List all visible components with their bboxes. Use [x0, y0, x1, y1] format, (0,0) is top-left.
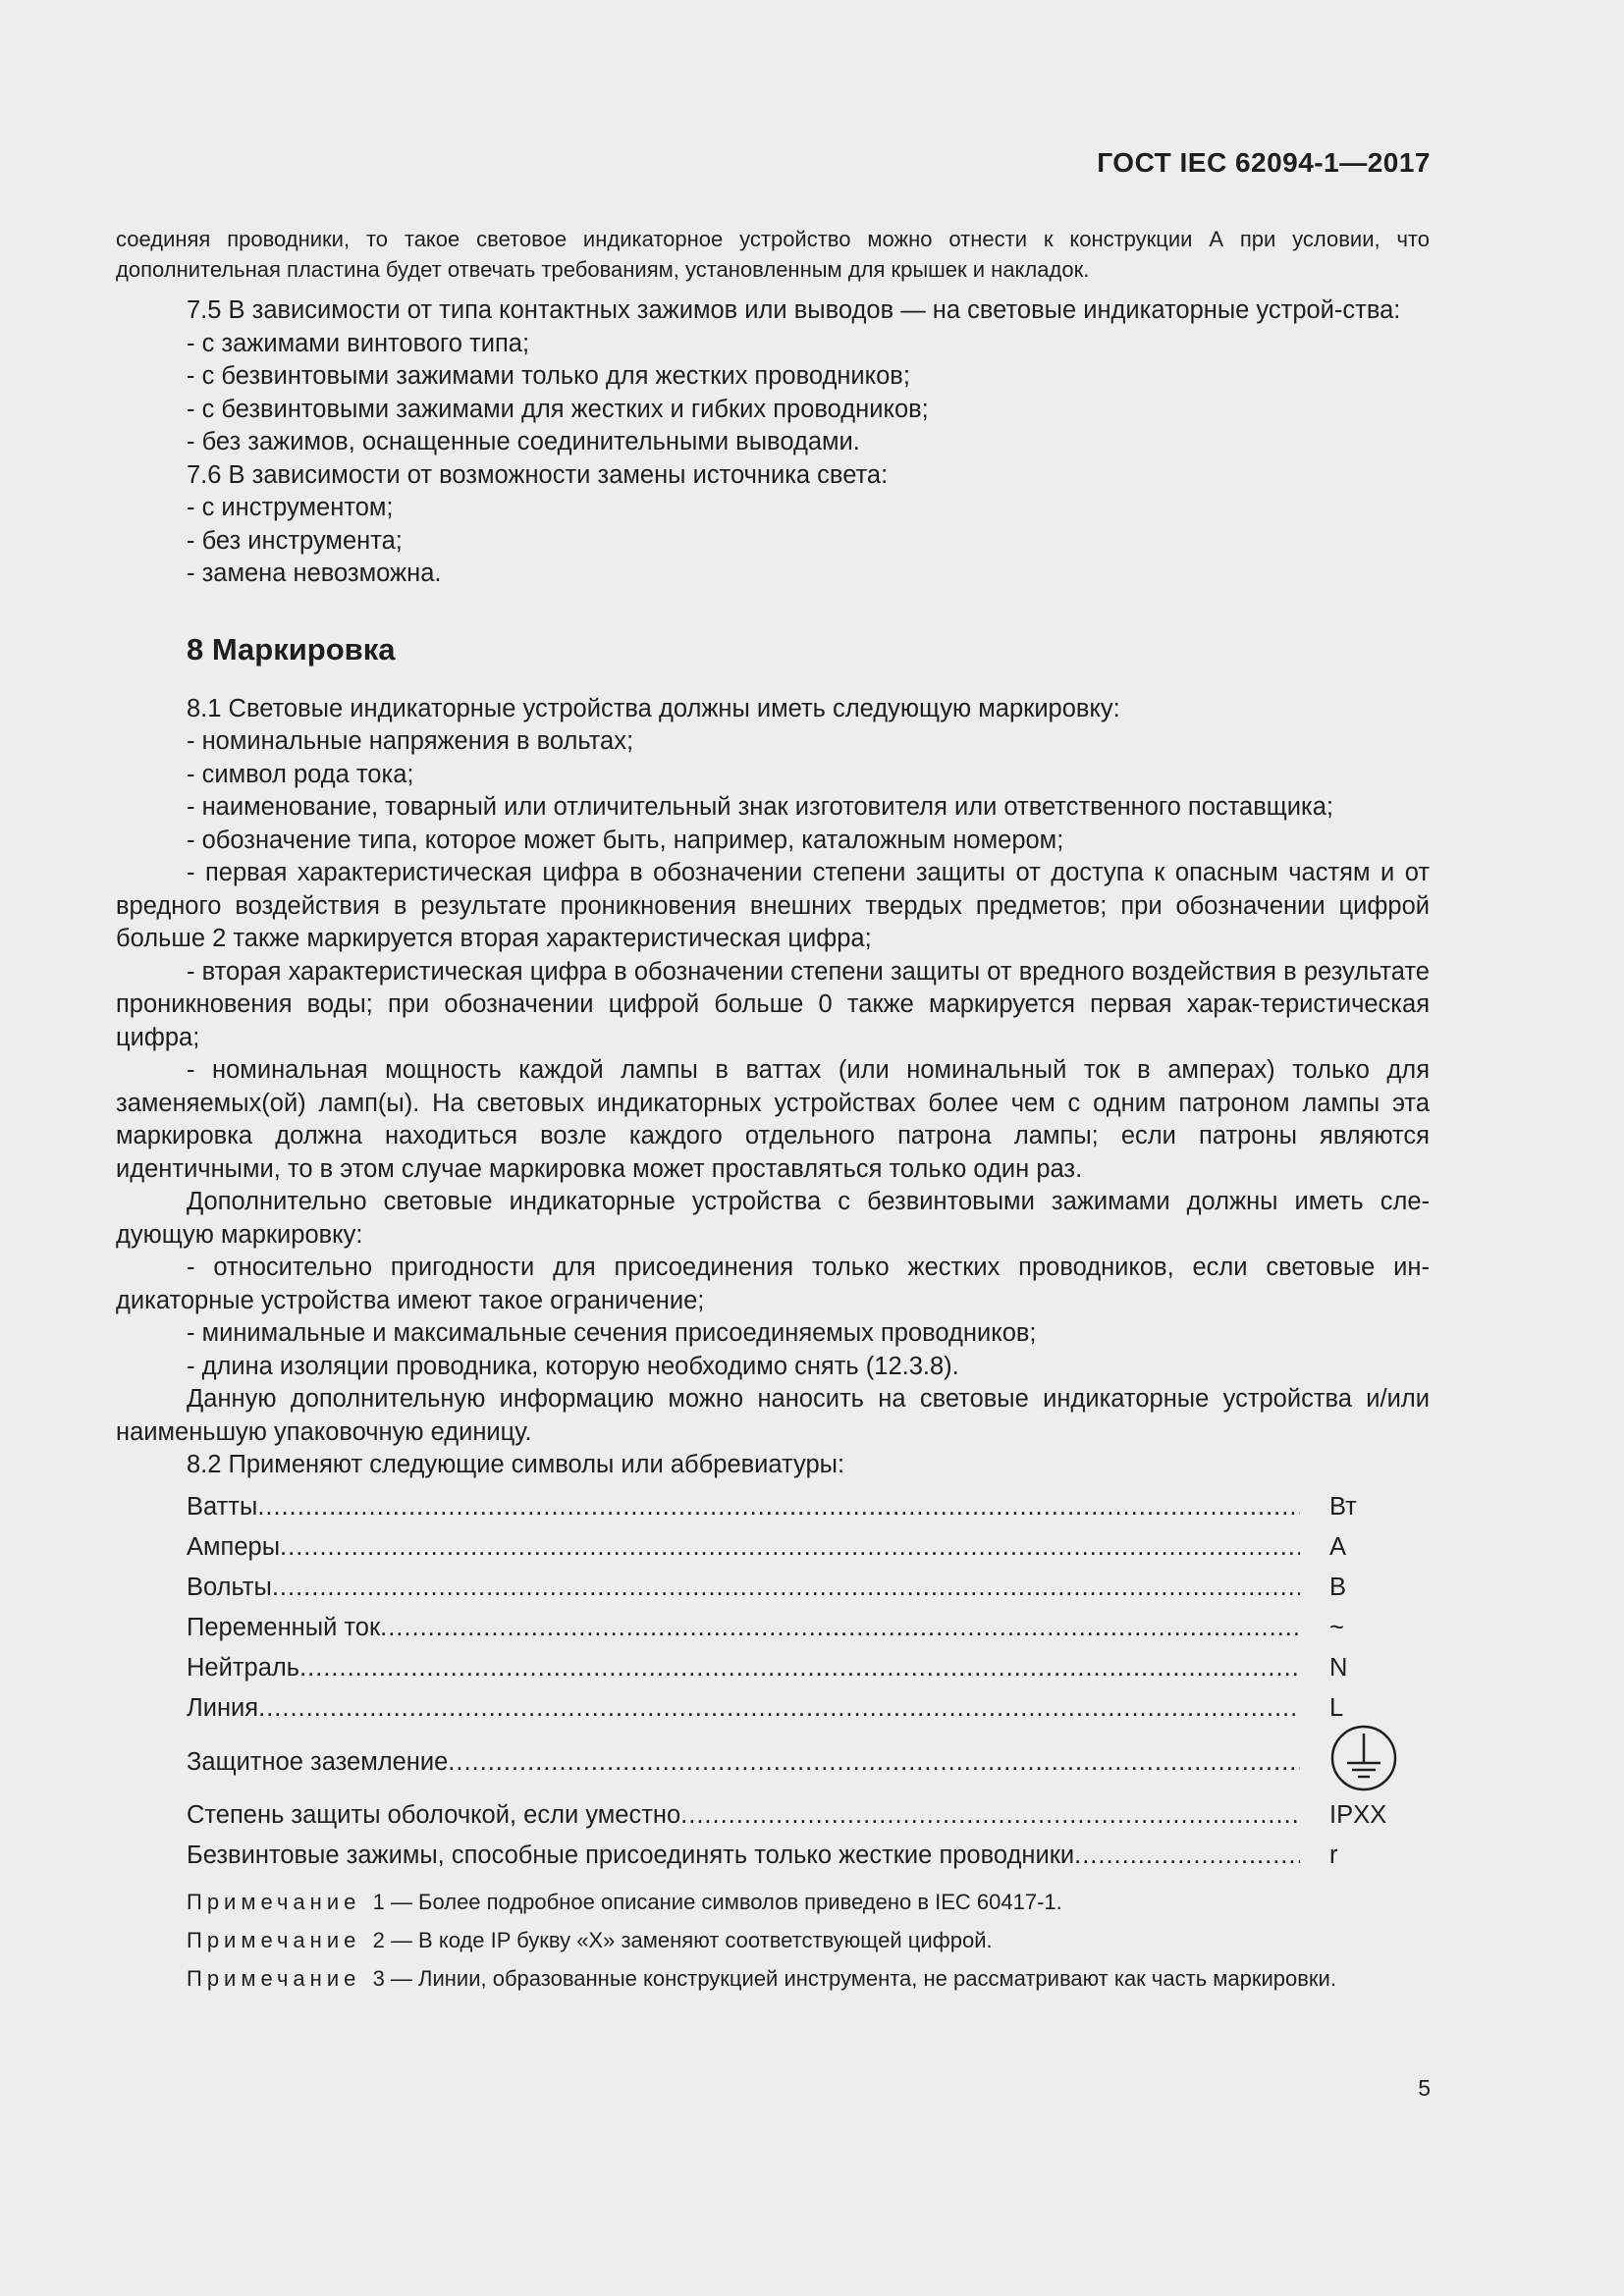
symbol-row — [187, 1730, 1430, 1796]
note-text: 1 — Более подробное описание символов приведено в IEC 60417-1. — [372, 1889, 1062, 1914]
list-item: - с зажимами винтового типа; — [187, 329, 530, 357]
clause-7-5-lead: 7.5 В зависимости от типа контактных зажимов или выводов — на световые индикаторные устрой-ства: — [187, 296, 1401, 324]
symbol-value: В — [1329, 1574, 1347, 1602]
list-item: - номинальные напряжения в вольтах; — [187, 727, 634, 755]
symbol-label: Защитное заземление — [187, 1747, 449, 1776]
list-item: - минимальные и максимальные сечения присоединяемых проводников; — [187, 1319, 1037, 1347]
symbol-label: Амперы — [187, 1533, 281, 1562]
page-number: 5 — [1418, 2075, 1431, 2101]
dot-leader — [448, 1746, 1300, 1780]
symbol-value: А — [1329, 1533, 1347, 1562]
clause-8-2-lead: 8.2 Применяют следующие символы или аббревиатуры: — [187, 1451, 845, 1478]
dot-leader — [1074, 1840, 1300, 1873]
protective-earth-icon — [1329, 1724, 1398, 1792]
symbol-value: ~ — [1329, 1614, 1344, 1642]
symbol-row — [187, 1528, 1430, 1569]
note — [116, 1963, 1430, 1994]
list-item: - символ рода тока; — [187, 760, 414, 788]
symbol-row — [187, 1488, 1430, 1528]
symbol-row — [187, 1649, 1430, 1689]
symbol-label: Ватты — [187, 1493, 258, 1522]
symbol-row — [187, 1689, 1430, 1730]
dot-leader — [257, 1491, 1300, 1524]
note-text: 2 — В коде IP букву «X» заменяют соответствующей цифрой. — [372, 1927, 993, 1952]
dot-leader — [280, 1531, 1300, 1565]
clause-8-1-lead: 8.1 Световые индикаторные устройства должны иметь следующую маркировку: — [187, 694, 1120, 722]
list-item: - длина изоляции проводника, которую необходимо снять (12.3.8). — [187, 1352, 959, 1380]
symbol-label: Безвинтовые зажимы, способные присоединять только жесткие проводники — [187, 1842, 1075, 1870]
list-item: - без инструмента; — [187, 526, 403, 555]
list-item: - без зажимов, оснащенные соединительными выводами. — [187, 428, 860, 455]
notes-block — [116, 1887, 1430, 1994]
symbol-row — [187, 1796, 1430, 1837]
additional-marking-lead: Дополнительно световые индикаторные устройства с безвинтовыми зажимами должны иметь сле-дующую маркировку: — [116, 1188, 1430, 1249]
symbol-row — [187, 1837, 1430, 1877]
section-heading: 8 Маркировка — [187, 631, 396, 667]
symbol-label: Нейтраль — [187, 1654, 300, 1682]
symbol-label: Вольты — [187, 1574, 272, 1602]
symbol-value: N — [1329, 1654, 1348, 1682]
symbol-row — [187, 1609, 1430, 1649]
clause-7-6-lead: 7.6 В зависимости от возможности замены источника света: — [187, 460, 889, 489]
list-item: - относительно пригодности для присоединения только жестких проводников, если световые ин-дикаторные устройства имеют такое ограничение; — [116, 1254, 1430, 1314]
list-item: - вторая характеристическая цифра в обозначении степени защиты от вредного воздействия в результате проникновения воды; при обозначении цифрой больше 0 также маркируется первая харак-теристическая цифра; — [116, 957, 1430, 1051]
dot-leader — [380, 1612, 1300, 1645]
symbols-table — [187, 1488, 1430, 1877]
symbol-value: L — [1329, 1694, 1344, 1723]
symbol-value: IPXX — [1329, 1801, 1387, 1830]
note — [116, 1887, 1430, 1917]
page-header: ГОСТ IEC 62094-1—2017 — [1097, 147, 1431, 178]
list-item: - с безвинтовыми зажимами только для жестких проводников; — [187, 362, 910, 390]
note-label: Примечание — [187, 1965, 361, 1991]
continuation-paragraph: соединяя проводники, то такое световое индикаторное устройство можно отнести к конструкции А при условии, что дополнительная пластина будет отвечать требованиям, установленным для крышек и накладок. — [116, 227, 1430, 282]
symbol-label: Переменный ток — [187, 1614, 381, 1642]
list-item: - наименование, товарный или отличительный знак изготовителя или ответственного поставщика; — [187, 793, 1333, 821]
list-item: - номинальная мощность каждой лампы в ваттах (или номинальный ток в амперах) только для заменяемых(ой) ламп(ы). На световых индикаторных устройствах более чем с одним патроном лампы эта маркировка должна находиться возле каждого отдельного патрона лампы; если патроны являются идентичными, то в этом случае маркировка может проставляться только один раз. — [116, 1056, 1430, 1183]
note-label: Примечание — [187, 1927, 361, 1952]
dot-leader — [272, 1572, 1300, 1605]
symbol-label: Линия — [187, 1694, 259, 1723]
dot-leader — [680, 1799, 1300, 1833]
list-item: - замена невозможна. — [187, 560, 442, 587]
list-item: - обозначение типа, которое может быть, например, каталожным номером; — [187, 826, 1064, 854]
symbol-value: Вт — [1329, 1493, 1357, 1522]
document-body — [116, 224, 1430, 1994]
dot-leader — [258, 1692, 1300, 1726]
symbol-label: Степень защиты оболочкой, если уместно — [187, 1801, 681, 1830]
note-text: 3 — Линии, образованные конструкцией инструмента, не рассматривают как часть маркировки. — [372, 1965, 1336, 1991]
symbol-value — [1300, 1724, 1430, 1802]
note — [116, 1925, 1430, 1955]
symbol-value: r — [1329, 1842, 1338, 1870]
list-item: - с инструментом; — [187, 494, 394, 521]
symbol-row — [187, 1569, 1430, 1609]
list-item: - с безвинтовыми зажимами для жестких и гибких проводников; — [187, 395, 929, 423]
list-item: - первая характеристическая цифра в обозначении степени защиты от доступа к опасным частям и от вредного воздействия в результате проникновения внешних твердых предметов; при обозначении цифрой больше 2 также маркируется вторая характеристическая цифра; — [116, 859, 1430, 952]
dot-leader — [299, 1652, 1300, 1685]
additional-info-paragraph: Данную дополнительную информацию можно наносить на световые индикаторные устройства и/или наименьшую упаковочную единицу. — [116, 1385, 1430, 1446]
note-label: Примечание — [187, 1889, 361, 1914]
